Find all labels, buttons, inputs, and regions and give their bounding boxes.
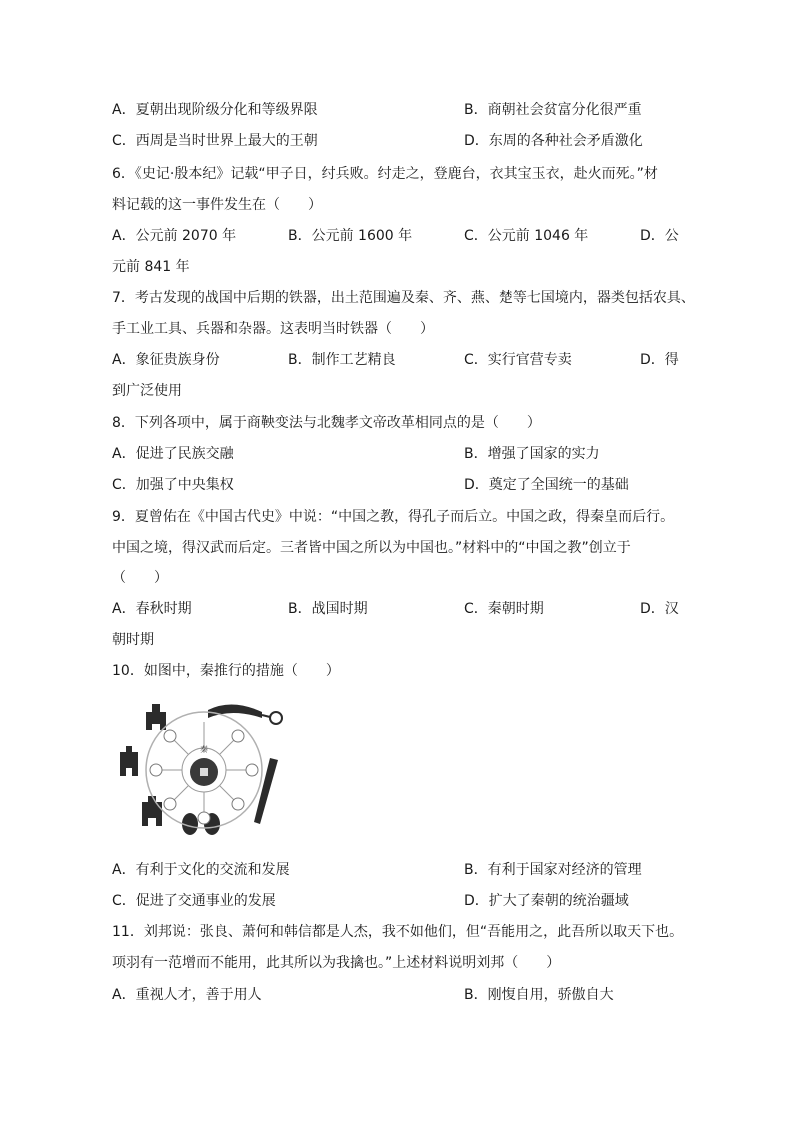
spade-coin-icon [142, 796, 162, 826]
q10-option-d: D．扩大了秦朝的统治疆域 [464, 893, 629, 909]
q9-option-d-continued: 朝时期 [112, 632, 154, 648]
spade-coin-icon [120, 746, 138, 776]
q10-stem: 10．如图中，秦推行的措施（ ） [112, 663, 340, 679]
q5-option-b: B．商朝社会贫富分化很严重 [464, 102, 642, 118]
q6-option-d-continued: 元前 841 年 [112, 259, 190, 275]
ban-liang-coin-icon [182, 748, 226, 792]
q8-option-b: B．增强了国家的实力 [464, 446, 600, 462]
q9-stem-line1: 9．夏曾佑在《中国古代史》中说：“中国之教，得孔子而后立。中国之政，得秦皇而后行。 [112, 509, 675, 525]
q7-option-d-continued: 到广泛使用 [112, 383, 182, 399]
q10-option-b: B．有利于国家对经济的管理 [464, 862, 642, 878]
center-label: 秦 [200, 745, 208, 754]
q9-option-c: C．秦朝时期 [464, 601, 544, 617]
q7-stem-line1: 7．考古发现的战国中后期的铁器，出土范围遍及秦、齐、燕、楚等七国境内，器类包括农具、 [112, 290, 695, 306]
q5-option-c: C．西周是当时世界上最大的王朝 [112, 133, 318, 149]
q7-option-c: C．实行官营专卖 [464, 352, 572, 368]
q6-stem-line1: 6．《史记·殷本纪》记载“甲子日，纣兵败。纣走之，登鹿台，衣其宝玉衣，赴火而死。”材 [112, 166, 658, 182]
q7-option-b: B．制作工艺精良 [288, 352, 396, 368]
q8-option-a: A．促进了民族交融 [112, 446, 234, 462]
q9-option-a: A．春秋时期 [112, 601, 192, 617]
q6-option-a: A．公元前 2070 年 [112, 228, 237, 244]
q5-option-d: D．东周的各种社会矛盾激化 [464, 133, 643, 149]
q9-stem-line2: 中国之境，得汉武而后定。三者皆中国之所以为中国也。”材料中的“中国之教”创立于 [112, 540, 631, 556]
q8-option-d: D．奠定了全国统一的基础 [464, 477, 629, 493]
q5-option-a: A．夏朝出现阶级分化和等级界限 [112, 102, 318, 118]
q11-stem-line2: 项羽有一范增而不能用，此其所以为我擒也。”上述材料说明刘邦（ ） [112, 955, 561, 971]
q11-option-b: B．刚愎自用，骄傲自大 [464, 987, 614, 1003]
spade-coin-icon [146, 704, 166, 730]
q9-option-d: D．汉 [640, 601, 679, 617]
q6-option-c: C．公元前 1046 年 [464, 228, 589, 244]
q11-option-a: A．重视人才，善于用人 [112, 987, 262, 1003]
q7-option-a: A．象征贵族身份 [112, 352, 220, 368]
q8-stem: 8．下列各项中，属于商鞅变法与北魏孝文帝改革相同点的是（ ） [112, 415, 541, 431]
q6-stem-line2: 料记载的这一事件发生在（ ） [112, 197, 322, 213]
q11-stem-line1: 11．刘邦说：张良、萧何和韩信都是人杰，我不如他们，但“吾能用之，此吾所以取天下也。 [112, 924, 684, 940]
q7-option-d: D．得 [640, 352, 679, 368]
q7-stem-line2: 手工业工具、兵器和杂器。这表明当时铁器（ ） [112, 321, 434, 337]
q6-option-b: B．公元前 1600 年 [288, 228, 413, 244]
q9-option-b: B．战国时期 [288, 601, 368, 617]
coins-diagram [112, 692, 288, 840]
currency-unification-figure [112, 692, 288, 840]
q8-option-c: C．加强了中央集权 [112, 477, 234, 493]
q10-option-c: C．促进了交通事业的发展 [112, 893, 276, 909]
q9-stem-line3: （ ） [112, 570, 168, 586]
q6-option-d: D．公 [640, 228, 679, 244]
q10-option-a: A．有利于文化的交流和发展 [112, 862, 290, 878]
